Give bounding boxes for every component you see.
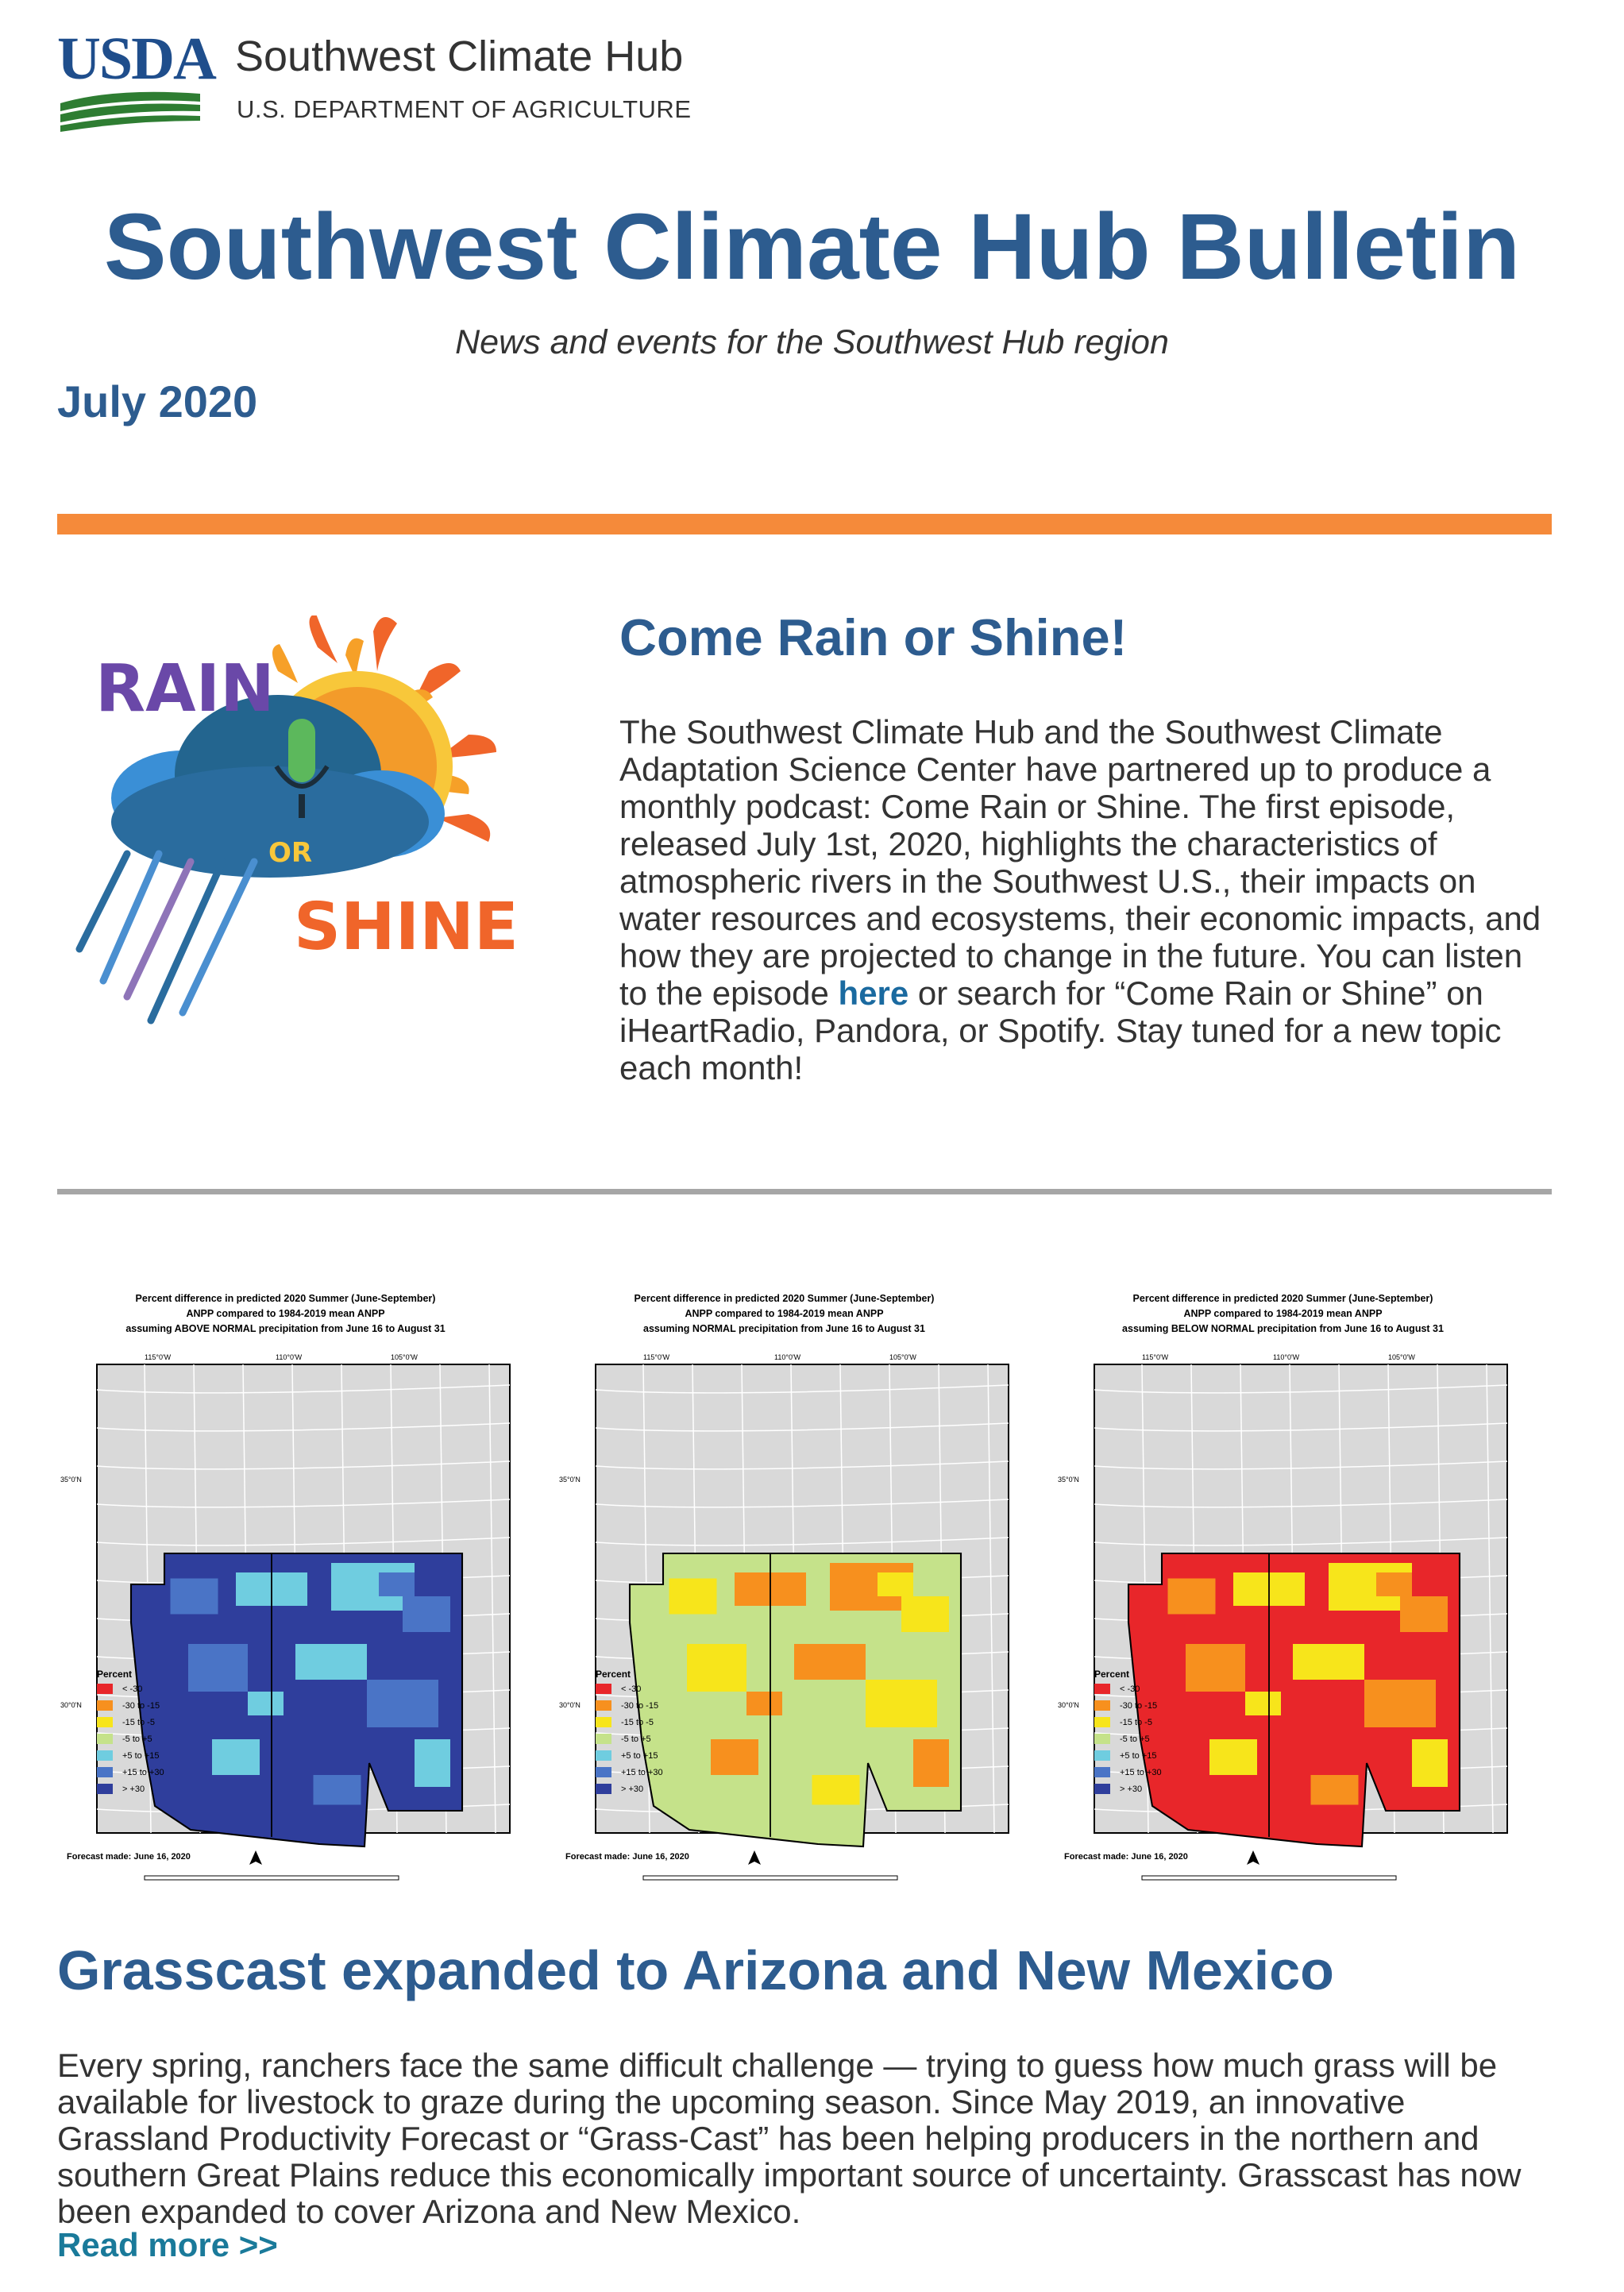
forecast-made-label: Forecast made: June 16, 2020 <box>67 1852 191 1862</box>
forecast-map-panel <box>556 1287 1013 1902</box>
map-graphic <box>1055 1287 1511 1902</box>
legend-row <box>97 1697 224 1714</box>
legend-row <box>97 1714 224 1731</box>
longitude-label: 115°0'W <box>1142 1353 1169 1361</box>
rain-or-shine-podcast-logo[interactable] <box>64 615 524 1060</box>
legend-row <box>1094 1714 1221 1731</box>
department-name: U.S. DEPARTMENT OF AGRICULTURE <box>237 95 692 123</box>
map-title-line: assuming NORMAL precipitation from June 16 to August 31 <box>643 1323 925 1334</box>
logo-word-or: OR <box>268 837 313 869</box>
legend-swatch <box>97 1784 113 1794</box>
legend-label: < -30 <box>122 1684 143 1694</box>
legend-row <box>97 1731 224 1747</box>
legend-label: -30 to -15 <box>1120 1700 1158 1711</box>
legend-label: +15 to +30 <box>122 1767 164 1777</box>
legend-title: Percent <box>97 1669 133 1680</box>
legend-swatch <box>1094 1717 1110 1727</box>
legend-label: +5 to +15 <box>1120 1750 1157 1761</box>
legend-swatch <box>1094 1734 1110 1744</box>
longitude-label: 105°0'W <box>1388 1353 1415 1361</box>
legend-swatch <box>1094 1750 1110 1761</box>
podcast-section-title: Come Rain or Shine! <box>619 608 1128 666</box>
legend-row <box>1094 1764 1221 1781</box>
latitude-label: 35°0'N <box>1058 1476 1079 1484</box>
legend-label: -5 to +5 <box>1120 1734 1150 1744</box>
legend-label: -5 to +5 <box>122 1734 152 1744</box>
legend-swatch <box>97 1734 113 1744</box>
latitude-label: 30°0'N <box>1058 1701 1079 1709</box>
legend-row <box>1094 1747 1221 1764</box>
legend-swatch <box>596 1717 611 1727</box>
longitude-label: 110°0'W <box>276 1353 303 1361</box>
grid-patch <box>248 1692 284 1715</box>
scale-bar <box>145 1876 399 1880</box>
legend-swatch <box>1094 1684 1110 1694</box>
legend-label: > +30 <box>1120 1784 1143 1794</box>
issue-date: July 2020 <box>57 376 258 426</box>
logo-word-rain: RAIN <box>95 651 275 727</box>
legend-label: -15 to -5 <box>1120 1717 1152 1727</box>
map-title-line: ANPP compared to 1984-2019 mean ANPP <box>1183 1308 1383 1319</box>
legend-label: < -30 <box>1120 1684 1140 1694</box>
grid-patch <box>1412 1739 1448 1787</box>
map-title-line: Percent difference in predicted 2020 Summer (June-September) <box>1132 1293 1433 1304</box>
bulletin-subtitle: News and events for the Southwest Hub region <box>455 323 1169 361</box>
grasscast-section-body: Every spring, ranchers face the same difficult challenge — trying to guess how much grass will be available for livestock to graze during the upcoming season. Since May 2019, an innovative Grassland Productivity Forecast or “Grass-Cast” has been helping producers in the northern and southern Great Plains reduce this economically important source of uncertainty. Grasscast has now been expanded to cover Arizona and New Mexico. <box>57 2047 1522 2230</box>
legend-label: +15 to +30 <box>621 1767 663 1777</box>
map-title-line: ANPP compared to 1984-2019 mean ANPP <box>685 1308 884 1319</box>
legend-row <box>1094 1697 1221 1714</box>
grid-patch <box>866 1680 937 1727</box>
legend-swatch <box>596 1784 611 1794</box>
legend-label: +15 to +30 <box>1120 1767 1162 1777</box>
legend-label: -30 to -15 <box>621 1700 659 1711</box>
grid-patch <box>1293 1644 1364 1680</box>
grid-patch <box>1376 1572 1412 1596</box>
grid-patch <box>1168 1579 1216 1615</box>
podcast-section-body <box>619 713 1553 1086</box>
grasscast-section-title: Grasscast expanded to Arizona and New Mexico <box>57 1939 1334 2001</box>
north-arrow-icon <box>1247 1850 1259 1865</box>
map-legend <box>1094 1668 1221 1797</box>
longitude-label: 105°0'W <box>889 1353 916 1361</box>
map-title-line: assuming BELOW NORMAL precipitation from June 16 to August 31 <box>1122 1323 1444 1334</box>
forecast-map-panel <box>1055 1287 1511 1902</box>
legend-row <box>596 1714 723 1731</box>
podcast-episode-link[interactable]: here <box>838 974 909 1012</box>
legend-label: > +30 <box>621 1784 644 1794</box>
legend-row <box>596 1781 723 1797</box>
legend-swatch <box>596 1750 611 1761</box>
map-graphic <box>556 1287 1013 1902</box>
legend-label: -30 to -15 <box>122 1700 160 1711</box>
grid-patch <box>171 1579 218 1615</box>
legend-row <box>596 1731 723 1747</box>
longitude-label: 110°0'W <box>774 1353 801 1361</box>
map-legend <box>596 1668 723 1797</box>
legend-swatch <box>97 1700 113 1711</box>
map-title-line: Percent difference in predicted 2020 Summer (June-September) <box>634 1293 935 1304</box>
legend-row <box>596 1680 723 1697</box>
legend-swatch <box>596 1734 611 1744</box>
legend-label: -15 to -5 <box>621 1717 654 1727</box>
legend-row <box>97 1764 224 1781</box>
grid-patch <box>812 1775 860 1805</box>
legend-title: Percent <box>1094 1669 1130 1680</box>
legend-swatch <box>1094 1767 1110 1777</box>
legend-swatch <box>1094 1784 1110 1794</box>
legend-row <box>97 1747 224 1764</box>
legend-row <box>97 1781 224 1797</box>
legend-swatch <box>1094 1700 1110 1711</box>
grid-patch <box>669 1579 717 1615</box>
legend-row <box>1094 1781 1221 1797</box>
logo-word-shine: SHINE <box>294 889 519 965</box>
latitude-label: 35°0'N <box>60 1476 82 1484</box>
map-title-line: Percent difference in predicted 2020 Summer (June-September) <box>135 1293 436 1304</box>
gray-divider <box>57 1189 1552 1194</box>
north-arrow-icon <box>748 1850 761 1865</box>
grid-patch <box>746 1692 782 1715</box>
grid-patch <box>1400 1596 1448 1632</box>
legend-row <box>97 1680 224 1697</box>
grid-patch <box>913 1739 949 1787</box>
map-legend <box>97 1668 224 1797</box>
map-title-line: assuming ABOVE NORMAL precipitation from June 16 to August 31 <box>125 1323 446 1334</box>
longitude-label: 110°0'W <box>1273 1353 1300 1361</box>
legend-label: +5 to +15 <box>621 1750 658 1761</box>
legend-swatch <box>97 1717 113 1727</box>
map-graphic <box>57 1287 514 1902</box>
grid-patch <box>878 1572 913 1596</box>
grid-patch <box>314 1775 361 1805</box>
legend-label: < -30 <box>621 1684 642 1694</box>
legend-row <box>1094 1731 1221 1747</box>
grid-patch <box>1245 1692 1281 1715</box>
legend-swatch <box>97 1750 113 1761</box>
usda-logo-swoosh <box>59 86 202 132</box>
usda-logo-text: USDA <box>57 25 215 92</box>
orange-divider <box>57 514 1552 534</box>
read-more-link[interactable]: Read more >> <box>57 2226 278 2263</box>
legend-label: -5 to +5 <box>621 1734 651 1744</box>
longitude-label: 105°0'W <box>391 1353 418 1361</box>
grid-patch <box>367 1680 438 1727</box>
grid-patch <box>794 1644 866 1680</box>
forecast-map-panel <box>57 1287 514 1902</box>
forecast-made-label: Forecast made: June 16, 2020 <box>565 1852 689 1862</box>
legend-swatch <box>97 1684 113 1694</box>
legend-label: -15 to -5 <box>122 1717 155 1727</box>
legend-title: Percent <box>596 1669 631 1680</box>
latitude-label: 35°0'N <box>559 1476 581 1484</box>
legend-row <box>596 1747 723 1764</box>
grid-patch <box>1311 1775 1359 1805</box>
grid-patch <box>415 1739 450 1787</box>
forecast-made-label: Forecast made: June 16, 2020 <box>1064 1852 1188 1862</box>
legend-row <box>1094 1680 1221 1697</box>
podcast-body-text: The Southwest Climate Hub and the Southwest Climate Adaptation Science Center have partnered up to produce a monthly podcast: Come Rain or Shine. The first episode, released July 1st, 2020, highlights the characteristics of atmospheric rivers in the Southwest U.S., their impacts on water resources and ecosystems, their economic impacts, and how they are projected to change in the future. You can listen to the episode <box>619 713 1541 1012</box>
grid-patch <box>1364 1680 1436 1727</box>
grid-patch <box>379 1572 415 1596</box>
legend-row <box>596 1697 723 1714</box>
legend-label: > +30 <box>122 1784 145 1794</box>
legend-swatch <box>596 1700 611 1711</box>
scale-bar <box>1142 1876 1396 1880</box>
longitude-label: 115°0'W <box>643 1353 670 1361</box>
hub-name: Southwest Climate Hub <box>235 33 684 80</box>
legend-swatch <box>97 1767 113 1777</box>
legend-swatch <box>596 1684 611 1694</box>
legend-swatch <box>596 1767 611 1777</box>
grid-patch <box>901 1596 949 1632</box>
grid-patch <box>403 1596 450 1632</box>
north-arrow-icon <box>249 1850 262 1865</box>
scale-bar <box>643 1876 897 1880</box>
podcast-body-text-end: or search for “Come Rain or Shine” on iHeartRadio, Pandora, or Spotify. Stay tuned for a new topic each month! <box>619 974 1502 1086</box>
latitude-label: 30°0'N <box>559 1701 581 1709</box>
bulletin-title: Southwest Climate Hub Bulletin <box>103 195 1521 299</box>
legend-label: +5 to +15 <box>122 1750 160 1761</box>
map-title-line: ANPP compared to 1984-2019 mean ANPP <box>186 1308 385 1319</box>
grid-patch <box>295 1644 367 1680</box>
legend-row <box>596 1764 723 1781</box>
longitude-label: 115°0'W <box>145 1353 172 1361</box>
latitude-label: 30°0'N <box>60 1701 82 1709</box>
